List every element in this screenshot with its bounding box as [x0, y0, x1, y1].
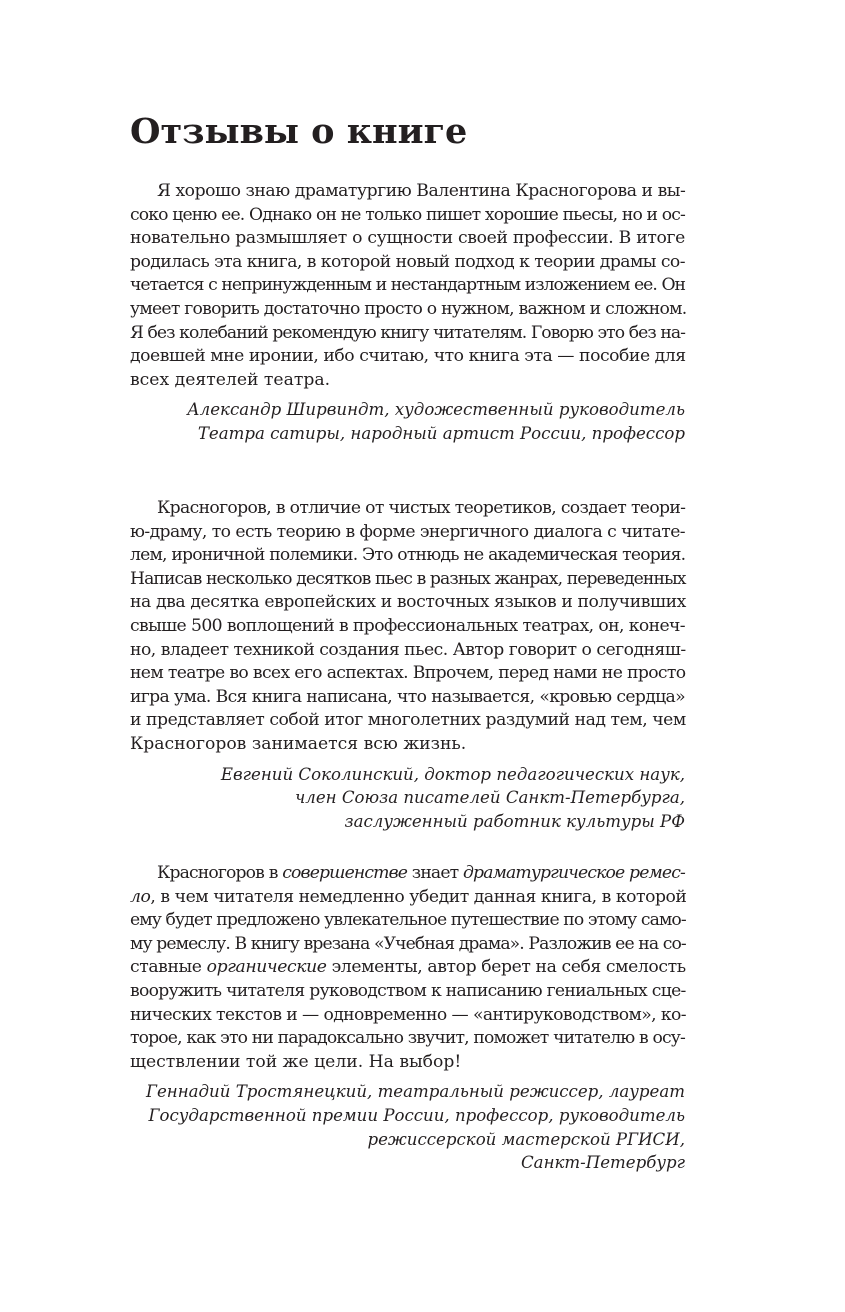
- signature-line: Александр Ширвиндт, художественный руководитель: [187, 400, 685, 420]
- text-line: новательно размышляет о сущности своей профессии. В итоге: [130, 228, 685, 249]
- text-line: нем театре во всех его аспектах. Впрочем, перед нами не просто: [130, 663, 686, 684]
- signature-line: заслуженный работник культуры РФ: [344, 811, 685, 831]
- text-line: ло, в чем читателя немедленно убедит данная книга, в которой: [130, 886, 687, 907]
- signature-line: Санкт-Петербург: [520, 1153, 685, 1173]
- review-2: [130, 497, 685, 833]
- signature-line: член Союза писателей Санкт-Петербурга,: [294, 788, 685, 808]
- text-line: ему будет предложено увлекательное путешествие по этому само-: [130, 910, 686, 931]
- text-line: на два десятка европейских и восточных языков и получивших: [130, 592, 686, 613]
- text-line: Красногоров в совершенстве знает драматургическое ремес-: [157, 863, 685, 883]
- text-line: Написав несколько десятков пьес в разных жанрах, переведенных: [130, 568, 686, 589]
- text-line: Я без колебаний рекомендую книгу читателям. Говорю это без на-: [130, 322, 685, 343]
- review-3: [130, 862, 685, 1175]
- review-3-paragraph: [130, 862, 685, 1074]
- text-line: Красногоров, в отличие от чистых теоретиков, создает теори-: [157, 498, 686, 518]
- signature-line: Государственной премии России, профессор, руководитель: [148, 1105, 685, 1125]
- review-1-signature: [130, 398, 685, 445]
- review-2-signature: [130, 763, 685, 834]
- text-line: му ремеслу. В книгу врезана «Учебная драма». Разложив ее на со-: [130, 933, 686, 954]
- text-line: но, владеет техникой создания пьес. Автор говорит о сегодняш-: [130, 639, 686, 660]
- text-line: соко ценю ее. Однако он не только пишет хорошие пьесы, но и ос-: [130, 204, 686, 225]
- text-line: торое, как это ни парадоксально звучит, поможет читателю в осу-: [130, 1028, 685, 1049]
- text-line: ставные органические элементы, автор берет на себя смелость: [130, 957, 686, 978]
- text-line: игра ума. Вся книга написана, что называется, «кровью сердца»: [130, 686, 685, 707]
- review-3-signature: [130, 1080, 685, 1174]
- review-1-paragraph: [130, 180, 685, 392]
- text-line: лем, ироничной полемики. Это отнюдь не академическая теория.: [130, 545, 686, 566]
- review-2-paragraph: [130, 497, 685, 757]
- text-line: Я хорошо знаю драматургию Валентина Красногорова и вы-: [157, 181, 686, 201]
- text-line: вооружить читателя руководством к написанию гениальных сце-: [130, 980, 686, 1001]
- text-line: Красногоров занимается всю жизнь.: [130, 733, 467, 754]
- review-1: [130, 180, 685, 446]
- text-line: и представляет собой итог многолетних раздумий над тем, чем: [130, 710, 686, 731]
- text-line: всех деятелей театра.: [130, 369, 331, 390]
- text-line: родилась эта книга, в которой новый подход к теории драмы со-: [130, 251, 685, 272]
- text-line: доевшей мне иронии, ибо считаю, что книга эта — пособие для: [130, 346, 686, 367]
- text-line: ю-драму, то есть теорию в форме энергичного диалога с читате-: [130, 521, 685, 542]
- text-line: ществлении той же цели. На выбор!: [130, 1051, 462, 1072]
- signature-line: Евгений Соколинский, доктор педагогических наук,: [220, 764, 685, 784]
- page-title: Отзывы о книге: [130, 111, 468, 152]
- signature-line: Театра сатиры, народный артист России, профессор: [197, 423, 685, 443]
- text-line: умеет говорить достаточно просто о нужном, важном и сложном.: [130, 298, 687, 319]
- text-line: свыше 500 воплощений в профессиональных театрах, он, конеч-: [130, 615, 686, 636]
- text-line: четается с непринужденным и нестандартным изложением ее. Он: [130, 275, 685, 296]
- text-line: нических текстов и — одновременно — «антируководством», ко-: [130, 1004, 686, 1025]
- signature-line: режиссерской мастерской РГИСИ,: [367, 1129, 685, 1149]
- signature-line: Геннадий Тростянецкий, театральный режиссер, лауреат: [145, 1082, 685, 1102]
